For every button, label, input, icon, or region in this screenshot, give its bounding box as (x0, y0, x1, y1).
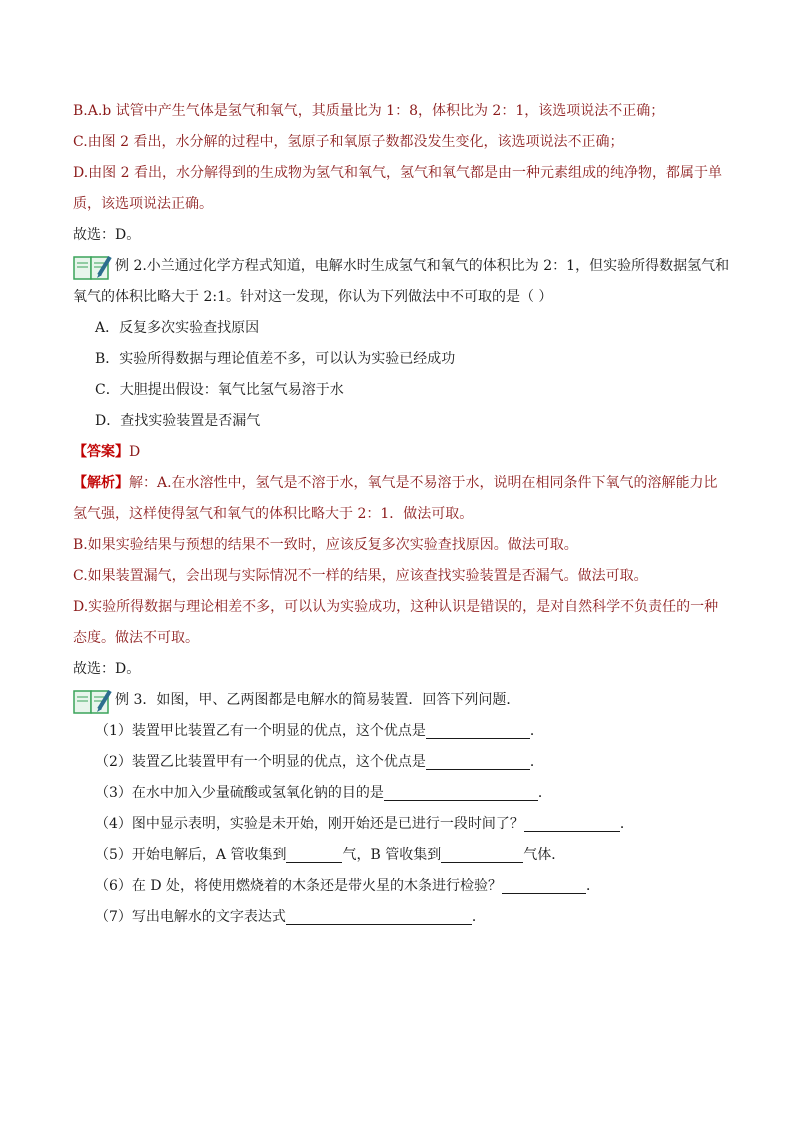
question-2 (73, 747, 725, 778)
example-2-line1 (73, 251, 730, 282)
example-3-text: 例 3．如图，甲、乙两图都是电解水的简易装置．回答下列问题． (115, 692, 521, 708)
option-d: D．查找实验装置是否漏气 (95, 413, 261, 429)
question-4-end: ． (619, 816, 634, 832)
answer-line (73, 437, 725, 468)
example-2-text-1: 例 2.小兰通过化学方程式知道，电解水时生成氢气和氧气的体积比为 2：1，但实验所得数据氢气和 (115, 258, 730, 274)
analysis-line-d2: 态度。做法不可取。 (73, 630, 199, 646)
document-page (73, 96, 730, 933)
question-6 (73, 871, 725, 902)
question-2-text: （2）装置乙比装置甲有一个明显的优点，这个优点是 (95, 754, 426, 770)
analysis-b: B.A.b 试管中产生气体是氢气和氧气，其质量比为 1：8，体积比为 2：1，该选项说法不正确； (73, 103, 665, 119)
example-2-line2: 氧气的体积比略大于 2:1。针对这一发现，你认为下列做法中不可取的是（ ） (73, 289, 553, 305)
question-2-end: ． (529, 754, 544, 770)
question-5 (73, 840, 725, 871)
answer-blank-5a[interactable] (286, 846, 342, 863)
analysis-d-line2: 质，该选项说法正确。 (73, 196, 213, 212)
question-7 (73, 902, 725, 933)
question-1-text: （1）装置甲比装置乙有一个明显的优点，这个优点是 (95, 723, 426, 739)
analysis-line-d1: D.实验所得数据与理论相差不多，可以认为实验成功，这种认识是错误的，是对自然科学不负责任的一种 (73, 599, 719, 615)
question-3 (73, 778, 725, 809)
answer-blank-3[interactable] (384, 784, 538, 801)
answer-blank-4[interactable] (524, 815, 620, 832)
answer-value: D (129, 444, 141, 460)
question-7-end: ． (471, 909, 486, 925)
answer-blank-6[interactable] (502, 877, 586, 894)
option-a: A．反复多次实验查找原因 (95, 320, 260, 336)
analysis-tag: 【解析】 (73, 475, 129, 491)
question-6-end: ． (586, 878, 601, 894)
answer-blank-1[interactable] (426, 722, 530, 739)
analysis-a-text-1: 解：A.在水溶性中，氢气是不溶于水，氧气是不易溶于水，说明在相同条件下氧气的溶解能力比 (129, 475, 718, 491)
analysis-line-a1 (73, 468, 725, 499)
question-3-end: ． (537, 785, 552, 801)
question-1 (73, 716, 725, 747)
select-answer-2: 故选：D。 (73, 661, 141, 677)
question-1-end: ． (529, 723, 544, 739)
question-6-text: （6）在 D 处，将使用燃烧着的木条还是带火星的木条进行检验？ (95, 878, 503, 894)
answer-tag: 【答案】 (73, 444, 129, 460)
question-4-text: （4）图中显示表明，实验是未开始，刚开始还是已进行一段时间了？ (95, 816, 524, 832)
analysis-line-a2: 氢气强，这样使得氢气和氧气的体积比略大于 2：1．做法可取。 (73, 506, 474, 522)
analysis-line-c: C.如果装置漏气，会出现与实际情况不一样的结果，应该查找实验装置是否漏气。做法可取。 (73, 568, 648, 584)
analysis-d-line1: D.由图 2 看出，水分解得到的生成物为氢气和氧气，氢气和氧气都是由一种元素组成的纯净物，都属于单 (73, 165, 722, 181)
question-5-text-a: （5）开始电解后，A 管收集到 (95, 847, 287, 863)
book-pencil-icon (73, 687, 113, 717)
answer-blank-2[interactable] (426, 753, 530, 770)
question-7-text: （7）写出电解水的文字表达式 (95, 909, 286, 925)
question-4 (73, 809, 725, 840)
book-pencil-icon (73, 253, 113, 283)
analysis-line-b: B.如果实验结果与预想的结果不一致时，应该反复多次实验查找原因。做法可取。 (73, 537, 578, 553)
answer-blank-5b[interactable] (441, 846, 523, 863)
question-5-text-b: 气，B 管收集到 (342, 847, 442, 863)
option-c: C．大胆提出假设：氧气比氢气易溶于水 (95, 382, 344, 398)
question-5-text-c: 气体． (523, 847, 566, 863)
answer-blank-7[interactable] (286, 908, 472, 925)
example-3-intro (73, 685, 725, 716)
analysis-c: C.由图 2 看出，水分解的过程中，氢原子和氧原子数都没发生变化，该选项说法不正确； (73, 134, 624, 150)
question-3-text: （3）在水中加入少量硫酸或氢氧化钠的目的是 (95, 785, 384, 801)
option-b: B．实验所得数据与理论值差不多，可以认为实验已经成功 (95, 351, 456, 367)
select-answer-1: 故选：D。 (73, 227, 141, 243)
